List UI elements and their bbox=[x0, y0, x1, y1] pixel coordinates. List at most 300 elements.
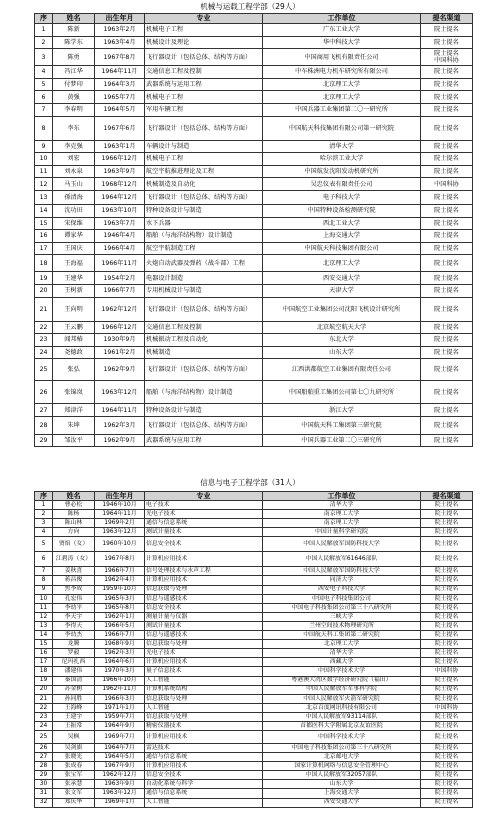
employer-cell: 北京邮电大学 bbox=[263, 753, 421, 762]
name-cell: 潘建伟 bbox=[53, 667, 95, 676]
major-cell: 火炮自动武器及弹药（战斗部）工程 bbox=[145, 255, 263, 272]
index-cell: 12 bbox=[35, 612, 53, 621]
channel-cell: 院士提名 bbox=[421, 694, 473, 703]
table-row bbox=[35, 780, 473, 789]
channel-cell: 院士提名 bbox=[421, 140, 473, 153]
table-row bbox=[35, 24, 473, 37]
index-cell: 13 bbox=[35, 190, 53, 204]
birth-cell: 1966年11月 bbox=[95, 255, 145, 272]
birth-cell: 1959年10月 bbox=[95, 585, 145, 594]
table-row bbox=[35, 721, 473, 730]
major-cell: 机械振动工程及自动化 bbox=[145, 334, 263, 347]
name-cell: 尼玛扎西 bbox=[53, 658, 95, 667]
name-cell: 郑津洋 bbox=[53, 404, 95, 417]
birth-cell: 1954年2月 bbox=[95, 272, 145, 285]
employer-cell: 中国科学技术大学 bbox=[263, 731, 421, 744]
table-row bbox=[35, 658, 473, 667]
employer-cell: 天津大学 bbox=[263, 284, 421, 297]
table-row bbox=[35, 103, 473, 116]
employer-cell: 电子科技大学 bbox=[263, 190, 421, 204]
birth-cell: 1968年12月 bbox=[95, 178, 145, 191]
index-cell: 25 bbox=[35, 731, 53, 744]
channel-cell: 院士提名 bbox=[421, 594, 473, 603]
birth-cell: 1962年11月 bbox=[95, 685, 145, 694]
channel-cell: 中国科协 bbox=[421, 178, 473, 191]
name-cell: 张文军 bbox=[53, 789, 95, 798]
birth-cell: 1971年1月 bbox=[95, 703, 145, 712]
major-cell: 通信与信息系统 bbox=[145, 519, 263, 528]
name-cell: 张成春 bbox=[53, 762, 95, 771]
table-row bbox=[35, 685, 473, 694]
name-cell: 郑庆华 bbox=[53, 798, 95, 807]
employer-cell: 中国兵器工业第二〇三研究所 bbox=[263, 434, 421, 447]
index-cell: 7 bbox=[35, 103, 53, 116]
employer-cell: 中国科学技术大学 bbox=[263, 667, 421, 676]
employer-cell: 北京航空航天大学 bbox=[263, 321, 421, 334]
table-row bbox=[35, 621, 473, 630]
birth-cell: 1968年9月 bbox=[95, 640, 145, 649]
birth-cell: 1962年4月 bbox=[95, 576, 145, 585]
section2-header-row bbox=[35, 492, 473, 501]
table-row bbox=[35, 798, 473, 807]
employer-cell: 中国航发沈阳发动机研究所 bbox=[263, 165, 421, 178]
channel-cell: 院士提名 bbox=[421, 297, 473, 321]
index-cell: 28 bbox=[35, 416, 53, 434]
name-cell: 龙腾 bbox=[53, 640, 95, 649]
name-cell: 张弘 bbox=[53, 359, 95, 381]
index-cell: 21 bbox=[35, 694, 53, 703]
employer-cell: 中国航空工业集团公司沈阳飞机设计研究所 bbox=[263, 297, 421, 321]
major-cell: 信号处理技术与水声工程 bbox=[145, 567, 263, 576]
name-cell: 吴枫 bbox=[53, 731, 95, 744]
index-cell: 5 bbox=[35, 537, 53, 552]
index-cell: 10 bbox=[35, 153, 53, 166]
table-row bbox=[35, 676, 473, 685]
birth-cell: 1964年3月 bbox=[95, 78, 145, 91]
name-cell: 王建宇 bbox=[53, 712, 95, 721]
channel-cell: 院士提名 bbox=[421, 603, 473, 612]
index-cell: 11 bbox=[35, 603, 53, 612]
channel-cell: 院士提名 bbox=[421, 798, 473, 807]
employer-cell: 吴忠仪表有限责任公司 bbox=[263, 178, 421, 191]
birth-cell: 1963年2月 bbox=[95, 24, 145, 37]
name-cell: 李东 bbox=[53, 116, 95, 140]
birth-cell: 1962年9月 bbox=[95, 359, 145, 381]
section2-table bbox=[34, 491, 473, 808]
birth-cell: 1969年1月 bbox=[95, 798, 145, 807]
index-cell: 24 bbox=[35, 721, 53, 730]
channel-cell: 院士提名 bbox=[421, 242, 473, 255]
table-row bbox=[35, 321, 473, 334]
index-cell: 30 bbox=[35, 780, 53, 789]
employer-cell: 中车株洲电力机车研究所有限公司 bbox=[263, 66, 421, 79]
table-row bbox=[35, 762, 473, 771]
employer-cell: 中国航天科技集团有限公司第一研究院 bbox=[263, 116, 421, 140]
name-cell: 王海峰 bbox=[53, 703, 95, 712]
index-cell: 23 bbox=[35, 712, 53, 721]
index-cell: 8 bbox=[35, 116, 53, 140]
table-row bbox=[35, 140, 473, 153]
major-cell: 交通信息工程及控制 bbox=[145, 66, 263, 79]
employer-cell: 广东工业大学 bbox=[263, 24, 421, 37]
birth-cell: 1966年4月 bbox=[95, 242, 145, 255]
index-cell: 13 bbox=[35, 621, 53, 630]
employer-cell: 上海交通大学 bbox=[263, 230, 421, 243]
major-cell: 飞行器设计（包括总体、结构等方面） bbox=[145, 190, 263, 204]
name-cell: 王振常 bbox=[53, 721, 95, 730]
employer-cell: 西北工业大学 bbox=[263, 217, 421, 230]
birth-cell: 1967年8月 bbox=[95, 552, 145, 567]
name-cell: 王建华 bbox=[53, 272, 95, 285]
employer-cell: 中国人民解放军32057部队 bbox=[263, 771, 421, 780]
index-cell: 14 bbox=[35, 204, 53, 217]
index-cell: 21 bbox=[35, 297, 53, 321]
channel-cell: 院士提名 bbox=[421, 721, 473, 730]
name-cell: 王云鹏 bbox=[53, 321, 95, 334]
name-cell: 李天宇 bbox=[53, 612, 95, 621]
channel-cell: 院士提名 bbox=[421, 153, 473, 166]
name-cell: 王树新 bbox=[53, 284, 95, 297]
index-cell: 23 bbox=[35, 334, 53, 347]
table-row bbox=[35, 242, 473, 255]
index-cell: 9 bbox=[35, 140, 53, 153]
name-cell: 闻邦椿 bbox=[53, 334, 95, 347]
name-cell: 张锦岚 bbox=[53, 381, 95, 404]
index-cell: 22 bbox=[35, 321, 53, 334]
index-cell: 15 bbox=[35, 640, 53, 649]
channel-cell: 院士提名 bbox=[421, 552, 473, 567]
major-cell: 通信与信息系统 bbox=[145, 753, 263, 762]
birth-cell: 1930年9月 bbox=[95, 334, 145, 347]
birth-cell: 1962年1月 bbox=[95, 612, 145, 621]
table-row bbox=[35, 190, 473, 204]
major-cell: 测试计量技术 bbox=[145, 528, 263, 537]
name-cell: 秦国清 bbox=[53, 676, 95, 685]
major-cell: 飞行器设计（包括总体、结构等方面） bbox=[145, 49, 263, 66]
employer-cell: 上海交通大学 bbox=[263, 789, 421, 798]
birth-cell: 1969年2月 bbox=[95, 519, 145, 528]
birth-cell: 1966年7月 bbox=[95, 631, 145, 640]
birth-cell: 1959年7月 bbox=[95, 712, 145, 721]
index-cell: 2 bbox=[35, 36, 53, 49]
major-cell: 机械设计及理论 bbox=[145, 36, 263, 49]
table-row bbox=[35, 640, 473, 649]
birth-cell: 1966年3月 bbox=[95, 694, 145, 703]
major-cell: 特种设备设计与制造 bbox=[145, 404, 263, 417]
employer-cell: 中国电子科技集团公司第三十八研究所 bbox=[263, 603, 421, 612]
section1-title: 机械与运载工程学部（29人） bbox=[200, 2, 300, 11]
birth-cell: 1962年12月 bbox=[95, 771, 145, 780]
birth-cell: 1966年10月 bbox=[95, 676, 145, 685]
major-cell: 通信与信息系统 bbox=[145, 789, 263, 798]
channel-cell: 院士提名 bbox=[421, 103, 473, 116]
employer-cell: 中国航天科工集团第三研究院 bbox=[263, 416, 421, 434]
header-channel: 提名渠道 bbox=[421, 492, 473, 501]
index-cell: 3 bbox=[35, 519, 53, 528]
employer-cell: 中国人民解放军国防科技大学 bbox=[263, 537, 421, 552]
birth-cell: 1963年10月 bbox=[95, 204, 145, 217]
channel-cell: 院士提名 bbox=[421, 230, 473, 243]
index-cell: 4 bbox=[35, 66, 53, 79]
major-cell: 人工智能 bbox=[145, 703, 263, 712]
index-cell: 19 bbox=[35, 676, 53, 685]
section1-header-row bbox=[35, 14, 473, 24]
employer-cell: 中国兵器工业集团第二〇一研究所 bbox=[263, 103, 421, 116]
channel-cell: 院士提名 bbox=[421, 771, 473, 780]
birth-cell: 1963年1月 bbox=[95, 140, 145, 153]
major-cell: 计算机应用技术 bbox=[145, 576, 263, 585]
employer-cell: 南京理工大学 bbox=[263, 510, 421, 519]
employer-cell: 山东大学 bbox=[263, 346, 421, 359]
employer-cell: 中国电子科技集团公司第三十八研究所 bbox=[263, 744, 421, 753]
table-row bbox=[35, 612, 473, 621]
channel-cell: 院士提名 bbox=[421, 36, 473, 49]
employer-cell: 北京理工大学 bbox=[263, 91, 421, 104]
channel-cell: 院士提名 bbox=[421, 91, 473, 104]
index-cell: 7 bbox=[35, 567, 53, 576]
major-cell: 光电子技术 bbox=[145, 649, 263, 658]
channel-cell: 院士提名 bbox=[421, 744, 473, 753]
name-cell: 陈新 bbox=[53, 24, 95, 37]
channel-cell: 院士提名 bbox=[421, 217, 473, 230]
employer-cell: 北京百度网讯科技有限公司 bbox=[263, 703, 421, 712]
index-cell: 29 bbox=[35, 434, 53, 447]
index-cell: 22 bbox=[35, 703, 53, 712]
employer-cell: 粤港澳大湾区数字经济研究院（福田） bbox=[263, 676, 421, 685]
name-cell: 刘宏 bbox=[53, 153, 95, 166]
channel-cell: 中国科协 bbox=[421, 703, 473, 712]
header-birth: 出生年月 bbox=[95, 14, 145, 24]
birth-cell: 1966年7月 bbox=[95, 284, 145, 297]
birth-cell: 1964年5月 bbox=[95, 753, 145, 762]
table-row bbox=[35, 744, 473, 753]
header-major: 专业 bbox=[145, 492, 263, 501]
table-row bbox=[35, 537, 473, 552]
major-cell: 精密仪器技术 bbox=[145, 721, 263, 730]
major-cell: 水下兵器 bbox=[145, 217, 263, 230]
channel-cell: 院士提名 bbox=[421, 416, 473, 434]
table-row bbox=[35, 381, 473, 404]
major-cell: 机械电子工程 bbox=[145, 24, 263, 37]
channel-cell: 院士提名 bbox=[421, 576, 473, 585]
header-index: 序 bbox=[35, 492, 53, 501]
index-cell: 1 bbox=[35, 24, 53, 37]
birth-cell: 1963年9月 bbox=[95, 780, 145, 789]
major-cell: 测量计量与仪器 bbox=[145, 612, 263, 621]
employer-cell: 国家计算机网络与信息安全管理中心 bbox=[263, 762, 421, 771]
employer-cell: 首都医科大学附属北京友谊医院 bbox=[263, 721, 421, 730]
employer-cell: 中国航天科工集团第二研究院 bbox=[263, 631, 421, 640]
table-row bbox=[35, 576, 473, 585]
table-row bbox=[35, 771, 473, 780]
table-row bbox=[35, 230, 473, 243]
table-row bbox=[35, 204, 473, 217]
index-cell: 5 bbox=[35, 78, 53, 91]
name-cell: 邹汝平 bbox=[53, 434, 95, 447]
birth-cell: 1966年12月 bbox=[95, 153, 145, 166]
major-cell: 飞行器设计（包括总体、结构等方面） bbox=[145, 359, 263, 381]
table-row bbox=[35, 528, 473, 537]
employer-cell: 西安交通大学 bbox=[263, 798, 421, 807]
birth-cell: 1967年6月 bbox=[95, 116, 145, 140]
table-row bbox=[35, 334, 473, 347]
table-row bbox=[35, 712, 473, 721]
major-cell: 飞行器设计（包括总体、结构等方面） bbox=[145, 297, 263, 321]
birth-cell: 1966年7月 bbox=[95, 567, 145, 576]
major-cell: 信息获取与处理 bbox=[145, 640, 263, 649]
channel-cell: 院士提名 bbox=[421, 321, 473, 334]
name-cell: 焦李成 bbox=[53, 585, 95, 594]
index-cell: 14 bbox=[35, 631, 53, 640]
major-cell: 人工智能 bbox=[145, 798, 263, 807]
table-row bbox=[35, 272, 473, 285]
birth-cell: 1964年9月 bbox=[95, 721, 145, 730]
employer-cell: 北京理工大学 bbox=[263, 78, 421, 91]
table-row bbox=[35, 116, 473, 140]
employer-cell: 中国人民解放军国防科技大学 bbox=[263, 567, 421, 576]
major-cell: 航空宇航制造工程 bbox=[145, 242, 263, 255]
major-cell: 计算机应用技术 bbox=[145, 762, 263, 771]
major-cell: 武器系统与运用工程 bbox=[145, 78, 263, 91]
major-cell: 信息获取与处理 bbox=[145, 585, 263, 594]
name-cell: 李幼平 bbox=[53, 603, 95, 612]
birth-cell: 1946年10月 bbox=[95, 501, 145, 510]
table-row bbox=[35, 567, 473, 576]
major-cell: 计算机应用技术 bbox=[145, 731, 263, 744]
employer-cell: 北京理工大学 bbox=[263, 640, 421, 649]
index-cell: 26 bbox=[35, 381, 53, 404]
major-cell: 测试计量技术 bbox=[145, 621, 263, 630]
birth-cell: 1967年9月 bbox=[95, 762, 145, 771]
header-index: 序 bbox=[35, 14, 53, 24]
name-cell: 苏金树 bbox=[53, 685, 95, 694]
employer-cell: 中国特种设备检测研究院 bbox=[263, 204, 421, 217]
table-row bbox=[35, 694, 473, 703]
employer-cell: 三峡大学 bbox=[263, 612, 421, 621]
channel-cell: 院士提名 bbox=[421, 255, 473, 272]
channel-cell: 院士提名 bbox=[421, 753, 473, 762]
birth-cell: 1964年5月 bbox=[95, 103, 145, 116]
birth-cell: 1946年4月 bbox=[95, 230, 145, 243]
major-cell: 航空宇航推进理论及工程 bbox=[145, 165, 263, 178]
birth-cell: 1962年12月 bbox=[95, 297, 145, 321]
major-cell: 信息获取与处理 bbox=[145, 712, 263, 721]
index-cell: 16 bbox=[35, 230, 53, 243]
channel-cell: 院士提名 bbox=[421, 78, 473, 91]
index-cell: 16 bbox=[35, 649, 53, 658]
employer-cell: 哈尔滨工业大学 bbox=[263, 153, 421, 166]
birth-cell: 1965年8月 bbox=[95, 603, 145, 612]
index-cell: 27 bbox=[35, 753, 53, 762]
table-row bbox=[35, 346, 473, 359]
index-cell: 4 bbox=[35, 528, 53, 537]
birth-cell: 1964年11月 bbox=[95, 510, 145, 519]
birth-cell: 1966年12月 bbox=[95, 321, 145, 334]
index-cell: 6 bbox=[35, 91, 53, 104]
employer-cell: 西安交通大学 bbox=[263, 272, 421, 285]
major-cell: 光电子技术 bbox=[145, 510, 263, 519]
channel-cell: 院士提名 bbox=[421, 116, 473, 140]
channel-cell: 院士提名 bbox=[421, 24, 473, 37]
table-row bbox=[35, 359, 473, 381]
table-row bbox=[35, 631, 473, 640]
employer-cell: 浙江大学 bbox=[263, 404, 421, 417]
name-cell: 张晓光 bbox=[53, 753, 95, 762]
name-cell: 付梦印 bbox=[53, 78, 95, 91]
table-row bbox=[35, 649, 473, 658]
channel-cell: 院士提名 bbox=[421, 789, 473, 798]
channel-cell: 院士提名 bbox=[421, 190, 473, 204]
major-cell: 信息获取与处理 bbox=[145, 694, 263, 703]
table-row bbox=[35, 703, 473, 712]
name-cell: 陈杨 bbox=[53, 510, 95, 519]
channel-cell: 院士提名 bbox=[421, 501, 473, 510]
index-cell: 18 bbox=[35, 255, 53, 272]
name-cell: 王海福 bbox=[53, 255, 95, 272]
birth-cell: 1967年8月 bbox=[95, 49, 145, 66]
channel-cell: 院士提名 bbox=[421, 510, 473, 519]
index-cell: 17 bbox=[35, 242, 53, 255]
table-row bbox=[35, 789, 473, 798]
name-cell: 蒋昌俊 bbox=[53, 576, 95, 585]
table-row bbox=[35, 217, 473, 230]
birth-cell: 1962年9月 bbox=[95, 434, 145, 447]
channel-cell: 院士提名 bbox=[421, 537, 473, 552]
birth-cell: 1962年3月 bbox=[95, 416, 145, 434]
channel-cell: 院士提名 bbox=[421, 334, 473, 347]
name-cell: 李幼杰 bbox=[53, 631, 95, 640]
major-cell: 船舶（与海洋结构物）设计制造 bbox=[145, 230, 263, 243]
major-cell: 武器系统与应用工程 bbox=[145, 434, 263, 447]
employer-cell: 华中科技大学 bbox=[263, 36, 421, 49]
name-cell: 孙同胜 bbox=[53, 694, 95, 703]
name-cell: 姜秋喜 bbox=[53, 567, 95, 576]
employer-cell: 中国人民解放军93114部队 bbox=[263, 712, 421, 721]
major-cell: 船舶（与海洋结构物）设计制造 bbox=[145, 381, 263, 404]
name-cell: 李春明 bbox=[53, 103, 95, 116]
employer-cell: 西安电子科技大学 bbox=[263, 585, 421, 594]
index-cell: 10 bbox=[35, 594, 53, 603]
channel-cell: 院士提名 bbox=[421, 731, 473, 744]
table-row bbox=[35, 753, 473, 762]
channel-cell: 院士提名 bbox=[421, 621, 473, 630]
channel-cell: 院士提名 bbox=[421, 676, 473, 685]
index-cell: 26 bbox=[35, 744, 53, 753]
name-cell: 冯江华 bbox=[53, 66, 95, 79]
name-cell: 沈功田 bbox=[53, 204, 95, 217]
major-cell: 机械制造及自动化 bbox=[145, 178, 263, 191]
channel-cell: 院士提名 bbox=[421, 585, 473, 594]
employer-cell: 山东大学 bbox=[263, 780, 421, 789]
employer-cell: 中国人民解放军火箭军研究院 bbox=[263, 694, 421, 703]
employer-cell: 清华大学 bbox=[263, 140, 421, 153]
major-cell: 信息安全技术 bbox=[145, 603, 263, 612]
index-cell: 6 bbox=[35, 552, 53, 567]
name-cell: 江碧涛（女） bbox=[53, 552, 95, 567]
table-row bbox=[35, 667, 473, 676]
index-cell: 20 bbox=[35, 284, 53, 297]
major-cell: 信息与遥感技术 bbox=[145, 631, 263, 640]
table-row bbox=[35, 284, 473, 297]
birth-cell: 1966年5月 bbox=[95, 621, 145, 630]
index-cell: 18 bbox=[35, 667, 53, 676]
channel-cell: 院士提名 bbox=[421, 434, 473, 447]
major-cell: 电器设计制造 bbox=[145, 272, 263, 285]
table-row bbox=[35, 434, 473, 447]
channel-cell: 院士提名 bbox=[421, 359, 473, 381]
major-cell: 机械电子工程 bbox=[145, 91, 263, 104]
table-row bbox=[35, 510, 473, 519]
